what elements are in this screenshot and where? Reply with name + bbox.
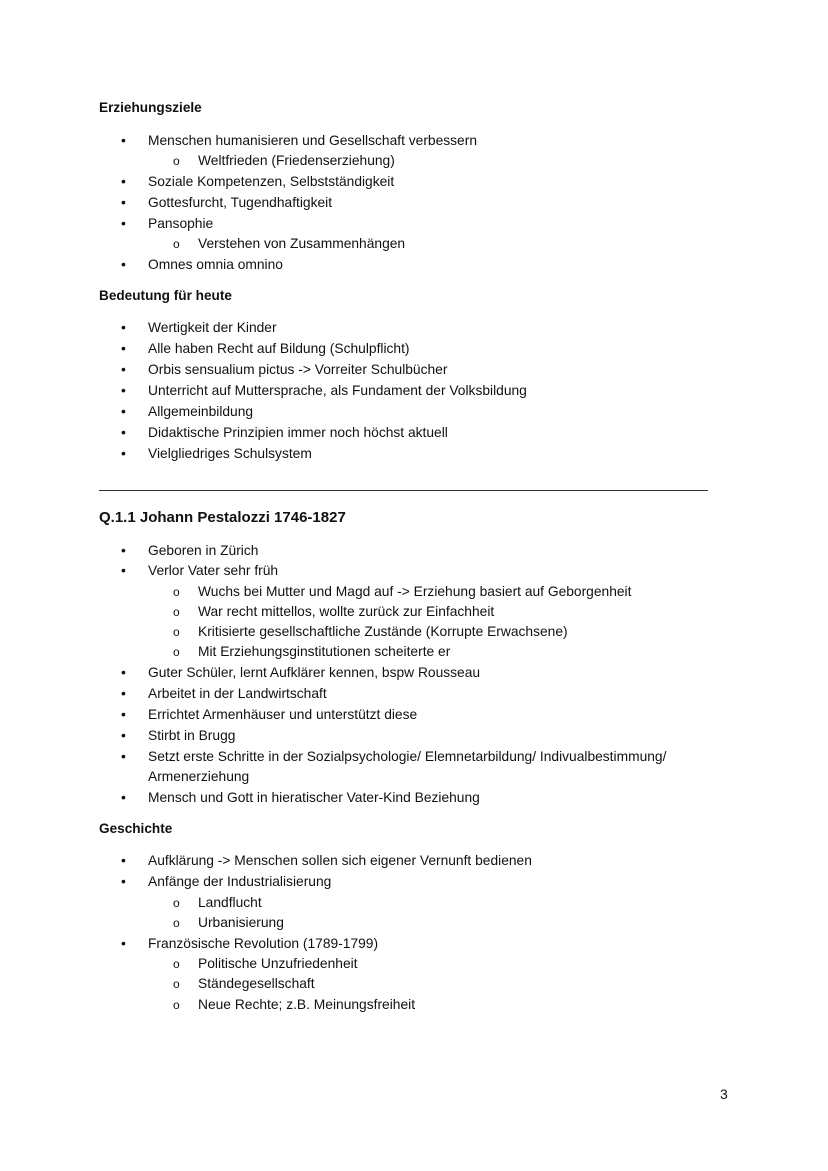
list-item: Alle haben Recht auf Bildung (Schulpflicht): [148, 341, 410, 356]
bullet-icon: •: [121, 727, 126, 743]
list-item: Geboren in Zürich: [148, 543, 259, 558]
sub-list-item: Kritisierte gesellschaftliche Zustände (Korrupte Erwachsene): [198, 624, 568, 639]
list-item: Orbis sensualium pictus -> Vorreiter Schulbücher: [148, 362, 448, 377]
list-item: Soziale Kompetenzen, Selbstständigkeit: [148, 174, 395, 189]
bullet-icon: •: [121, 215, 126, 231]
circle-bullet-icon: o: [173, 585, 180, 599]
sub-list-item: Landflucht: [198, 895, 262, 910]
list-item: Didaktische Prinzipien immer noch höchst aktuell: [148, 425, 448, 440]
circle-bullet-icon: o: [173, 957, 180, 971]
circle-bullet-icon: o: [173, 605, 180, 619]
bullet-icon: •: [121, 173, 126, 189]
circle-bullet-icon: o: [173, 645, 180, 659]
section-heading: Q.1.1 Johann Pestalozzi 1746-1827: [99, 509, 346, 526]
bullet-icon: •: [121, 256, 126, 272]
bullet-icon: •: [121, 382, 126, 398]
bullet-icon: •: [121, 685, 126, 701]
page-number: 3: [720, 1086, 728, 1102]
bullet-icon: •: [121, 664, 126, 680]
sub-list-item: Weltfrieden (Friedenserziehung): [198, 153, 395, 168]
section-heading: Erziehungsziele: [99, 100, 202, 115]
circle-bullet-icon: o: [173, 977, 180, 991]
bullet-icon: •: [121, 748, 126, 764]
bullet-icon: •: [121, 445, 126, 461]
list-item-continuation: Armenerziehung: [148, 769, 250, 784]
list-item: Setzt erste Schritte in der Sozialpsychologie/ Elemnetarbildung/ Indivualbestimmung/: [148, 749, 667, 764]
list-item: Guter Schüler, lernt Aufklärer kennen, bspw Rousseau: [148, 665, 481, 680]
list-item: Unterricht auf Muttersprache, als Fundament der Volksbildung: [148, 383, 527, 398]
sub-list-item: Politische Unzufriedenheit: [198, 956, 358, 971]
list-item: Menschen humanisieren und Gesellschaft verbessern: [148, 133, 478, 148]
circle-bullet-icon: o: [173, 998, 180, 1012]
list-item: Omnes omnia omnino: [148, 257, 283, 272]
sub-list-item: War recht mittellos, wollte zurück zur Einfachheit: [198, 604, 495, 619]
list-item: Gottesfurcht, Tugendhaftigkeit: [148, 195, 333, 210]
circle-bullet-icon: o: [173, 625, 180, 639]
sub-list-item: Ständegesellschaft: [198, 976, 315, 991]
list-item: Stirbt in Brugg: [148, 728, 236, 743]
bullet-icon: •: [121, 424, 126, 440]
list-item: Mensch und Gott in hieratischer Vater-Kind Beziehung: [148, 790, 480, 805]
bullet-icon: •: [121, 789, 126, 805]
bullet-icon: •: [121, 542, 126, 558]
bullet-icon: •: [121, 194, 126, 210]
bullet-icon: •: [121, 361, 126, 377]
bullet-icon: •: [121, 873, 126, 889]
list-item: Anfänge der Industrialisierung: [148, 874, 332, 889]
bullet-icon: •: [121, 403, 126, 419]
list-item: Errichtet Armenhäuser und unterstützt diese: [148, 707, 418, 722]
list-item: Französische Revolution (1789-1799): [148, 936, 379, 951]
bullet-icon: •: [121, 852, 126, 868]
circle-bullet-icon: o: [173, 154, 180, 168]
bullet-icon: •: [121, 706, 126, 722]
bullet-icon: •: [121, 935, 126, 951]
sub-list-item: Verstehen von Zusammenhängen: [198, 236, 406, 251]
sub-list-item: Mit Erziehungsginstitutionen scheiterte er: [198, 644, 451, 659]
list-item: Verlor Vater sehr früh: [148, 563, 279, 578]
list-item: Wertigkeit der Kinder: [148, 320, 277, 335]
bullet-icon: •: [121, 132, 126, 148]
sub-list-item: Wuchs bei Mutter und Magd auf -> Erziehung basiert auf Geborgenheit: [198, 584, 632, 599]
list-item: Aufklärung -> Menschen sollen sich eigener Vernunft bedienen: [148, 853, 532, 868]
list-item: Vielgliedriges Schulsystem: [148, 446, 312, 461]
sub-list-item: Urbanisierung: [198, 915, 284, 930]
bullet-icon: •: [121, 319, 126, 335]
section-heading: Bedeutung für heute: [99, 288, 232, 303]
horizontal-rule: [99, 490, 708, 491]
list-item: Allgemeinbildung: [148, 404, 254, 419]
circle-bullet-icon: o: [173, 916, 180, 930]
sub-list-item: Neue Rechte; z.B. Meinungsfreiheit: [198, 997, 416, 1012]
section-heading: Geschichte: [99, 821, 173, 836]
circle-bullet-icon: o: [173, 896, 180, 910]
bullet-icon: •: [121, 562, 126, 578]
bullet-icon: •: [121, 340, 126, 356]
list-item: Pansophie: [148, 216, 214, 231]
circle-bullet-icon: o: [173, 237, 180, 251]
list-item: Arbeitet in der Landwirtschaft: [148, 686, 327, 701]
